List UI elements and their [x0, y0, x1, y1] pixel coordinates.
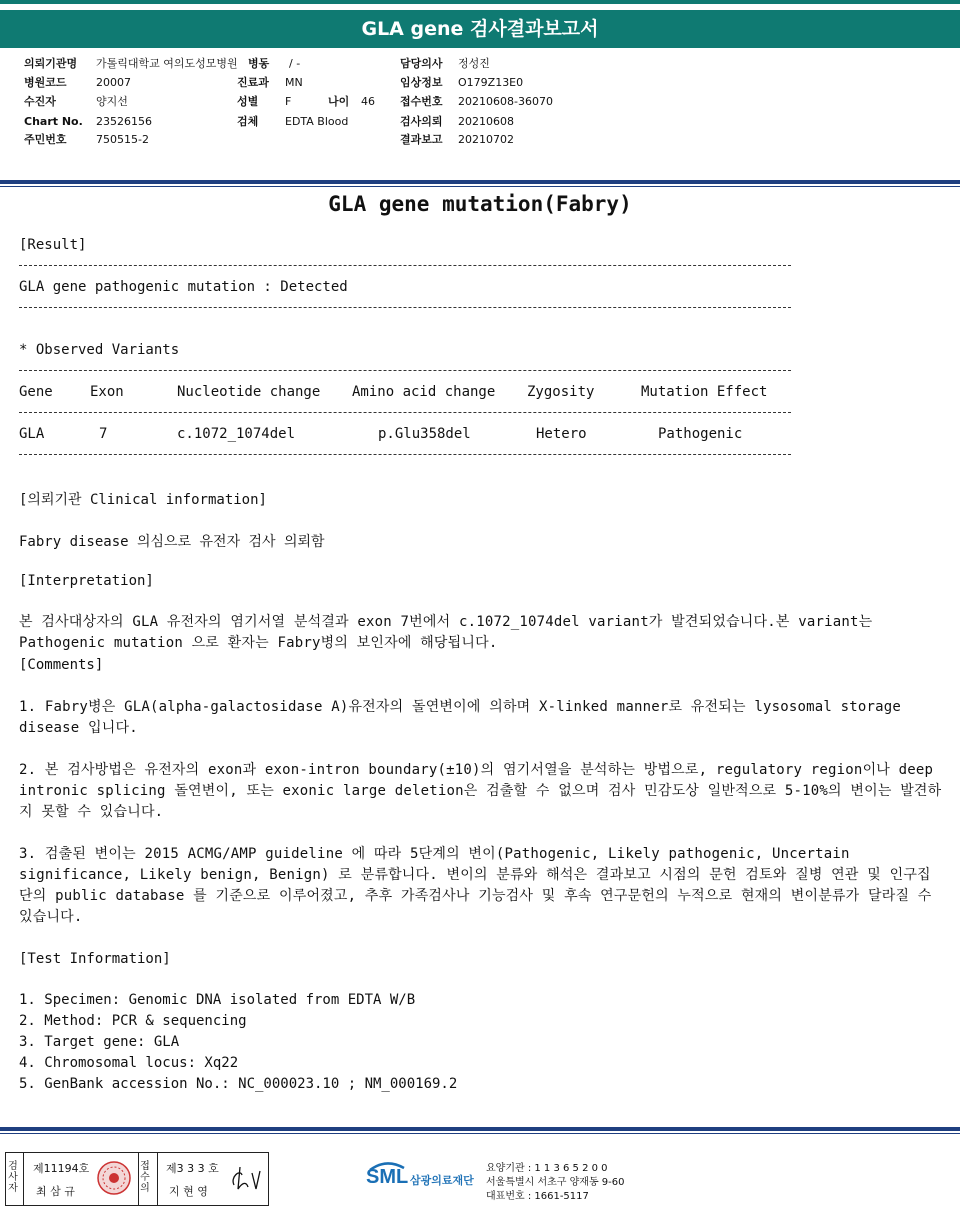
cell-exon: 7 [99, 426, 108, 442]
lab-code: 요양기관 : 1 1 3 6 5 2 0 0 [486, 1163, 608, 1174]
clinical-info-text: Fabry disease 의심으로 유전자 검사 의뢰함 [19, 534, 325, 550]
clinical-info-value: O179Z13E0 [458, 76, 524, 89]
patient-value: 양지선 [96, 95, 128, 108]
dashed-rule [19, 454, 791, 455]
report-title: GLA gene mutation(Fabry) [328, 192, 632, 216]
cell-nucleotide: c.1072_1074del [177, 426, 296, 442]
chart-no-label: Chart No. [24, 115, 83, 128]
comment-1: 1. Fabry병은 GLA(alpha-galactosidase A)유전자의 돌연변이에 의하며 X-linked manner로 유전되는 lysosomal storage disease 입니다. [19, 699, 902, 736]
clinical-info-label: 임상정보 [400, 76, 443, 89]
department-value: MN [285, 76, 303, 89]
age-label: 나이 [328, 95, 350, 108]
dashed-rule [19, 265, 791, 266]
accession-label: 접수번호 [400, 95, 443, 108]
signature-box [5, 1152, 269, 1206]
footer-divider [0, 1127, 960, 1131]
hospital-code-label: 병원코드 [24, 76, 67, 89]
specimen-label: 검체 [237, 115, 259, 128]
lab-name: 삼광의료재단 [410, 1174, 474, 1187]
dashed-rule [19, 307, 791, 308]
lab-phone: 대표번호 : 1661-5117 [486, 1191, 589, 1202]
cell-zygosity: Hetero [536, 426, 587, 442]
test-info-item: 4. Chromosomal locus: Xq22 [19, 1055, 239, 1071]
examiner-seal [96, 1160, 132, 1196]
doctor-label: 담당의사 [400, 57, 443, 70]
top-accent-bar [0, 0, 960, 4]
receiver-signature [226, 1163, 264, 1195]
resident-id-value: 750515-2 [96, 133, 149, 146]
test-info-item: 3. Target gene: GLA [19, 1034, 180, 1050]
col-header-amino-acid: Amino acid change [352, 384, 496, 400]
examiner-license: 제11194호 [33, 1162, 90, 1175]
clinical-info-heading: [의뢰기관 Clinical information] [19, 492, 267, 508]
receiver-license: 제3 3 3 호 [166, 1162, 219, 1175]
test-info-heading: [Test Information] [19, 951, 171, 967]
result-line: GLA gene pathogenic mutation : Detected [19, 279, 348, 295]
interpretation-heading: [Interpretation] [19, 573, 154, 589]
institution-label: 의뢰기관명 [24, 57, 78, 70]
department-label: 진료과 [237, 76, 269, 89]
col-header-exon: Exon [90, 384, 124, 400]
comment-3: 3. 검출된 변이는 2015 ACMG/AMP guideline 에 따라 5단계의 변이(Pathogenic, Likely pathogenic, Uncertain significance, Likely benign, Benign) 로 분류합니다. 변이의 분류와 해석은 결과보고 시점의 문헌 검토와 질병 연관 및 인구집단의 public database 를 기준으로 이루어졌고, 추후 가족검사나 기능검사 및 후속 연구문헌의 누적으로 현재의 변이분류가 달라질 수 있습니다. [19, 846, 932, 925]
result-heading: [Result] [19, 237, 87, 253]
sml-logo-text: SML [366, 1166, 409, 1188]
age-value: 46 [361, 95, 375, 108]
col-header-nucleotide: Nucleotide change [177, 384, 321, 400]
comment-2: 2. 본 검사방법은 유전자의 exon과 exon-intron boundary(±10)의 염기서열을 분석하는 방법으로, regulatory region이나 deep intronic splicing 돌연변이, 또는 exonic large deletion은 검출할 수 없으며 검사 민감도상 일반적으로 5-10%의 변이는 발견하지 못할 수 있습니다. [19, 762, 942, 820]
ward-label: 병동 [248, 57, 270, 70]
report-header-title: GLA gene 검사결과보고서 [0, 10, 960, 48]
specimen-value: EDTA Blood [285, 115, 349, 128]
col-header-zygosity: Zygosity [527, 384, 595, 400]
observed-variants-heading: * Observed Variants [19, 342, 180, 358]
comments-heading: [Comments] [19, 657, 104, 673]
institution-value: 가톨릭대학교 여의도성모병원 [96, 57, 238, 70]
header-divider-thin [0, 186, 960, 187]
report-date-value: 20210702 [458, 133, 514, 146]
test-info-item: 2. Method: PCR & sequencing [19, 1013, 247, 1029]
examiner-label: 검사자 [8, 1161, 18, 1194]
dashed-rule [19, 412, 791, 413]
footer-divider-thin [0, 1133, 960, 1134]
box-separator [23, 1153, 24, 1205]
ward-value: / - [289, 57, 301, 70]
cell-amino-acid: p.Glu358del [378, 426, 471, 442]
doctor-value: 정성진 [458, 57, 490, 70]
chart-no-value: 23526156 [96, 115, 152, 128]
cell-gene: GLA [19, 426, 45, 442]
patient-info-grid [0, 55, 960, 150]
hospital-code-value: 20007 [96, 76, 131, 89]
patient-label: 수진자 [24, 95, 56, 108]
cell-mutation-effect: Pathogenic [658, 426, 743, 442]
resident-id-label: 주민번호 [24, 133, 67, 146]
receiver-label: 접수의 [140, 1161, 150, 1194]
box-separator [157, 1153, 158, 1205]
sex-label: 성별 [237, 95, 259, 108]
test-info-item: 1. Specimen: Genomic DNA isolated from EDTA W/B [19, 992, 416, 1008]
receiver-name: 지 현 영 [169, 1185, 208, 1198]
interpretation-text: 본 검사대상자의 GLA 유전자의 염기서열 분석결과 exon 7번에서 c.1072_1074del variant가 발견되었습니다.본 variant는 Pathogenic mutation 으로 환자는 Fabry병의 보인자에 해당됩니다. [19, 614, 873, 651]
report-date-label: 결과보고 [400, 133, 443, 146]
dashed-rule [19, 370, 791, 371]
accession-value: 20210608-36070 [458, 95, 553, 108]
request-date-label: 검사의뢰 [400, 115, 443, 128]
lab-address: 서울특별시 서초구 양재동 9-60 [486, 1177, 625, 1188]
test-info-item: 5. GenBank accession No.: NC_000023.10 ; NM_000169.2 [19, 1076, 458, 1092]
header-divider [0, 180, 960, 184]
col-header-gene: Gene [19, 384, 53, 400]
col-header-mutation-effect: Mutation Effect [641, 384, 768, 400]
examiner-name: 최 삼 규 [36, 1185, 75, 1198]
request-date-value: 20210608 [458, 115, 514, 128]
sex-value: F [285, 95, 292, 108]
